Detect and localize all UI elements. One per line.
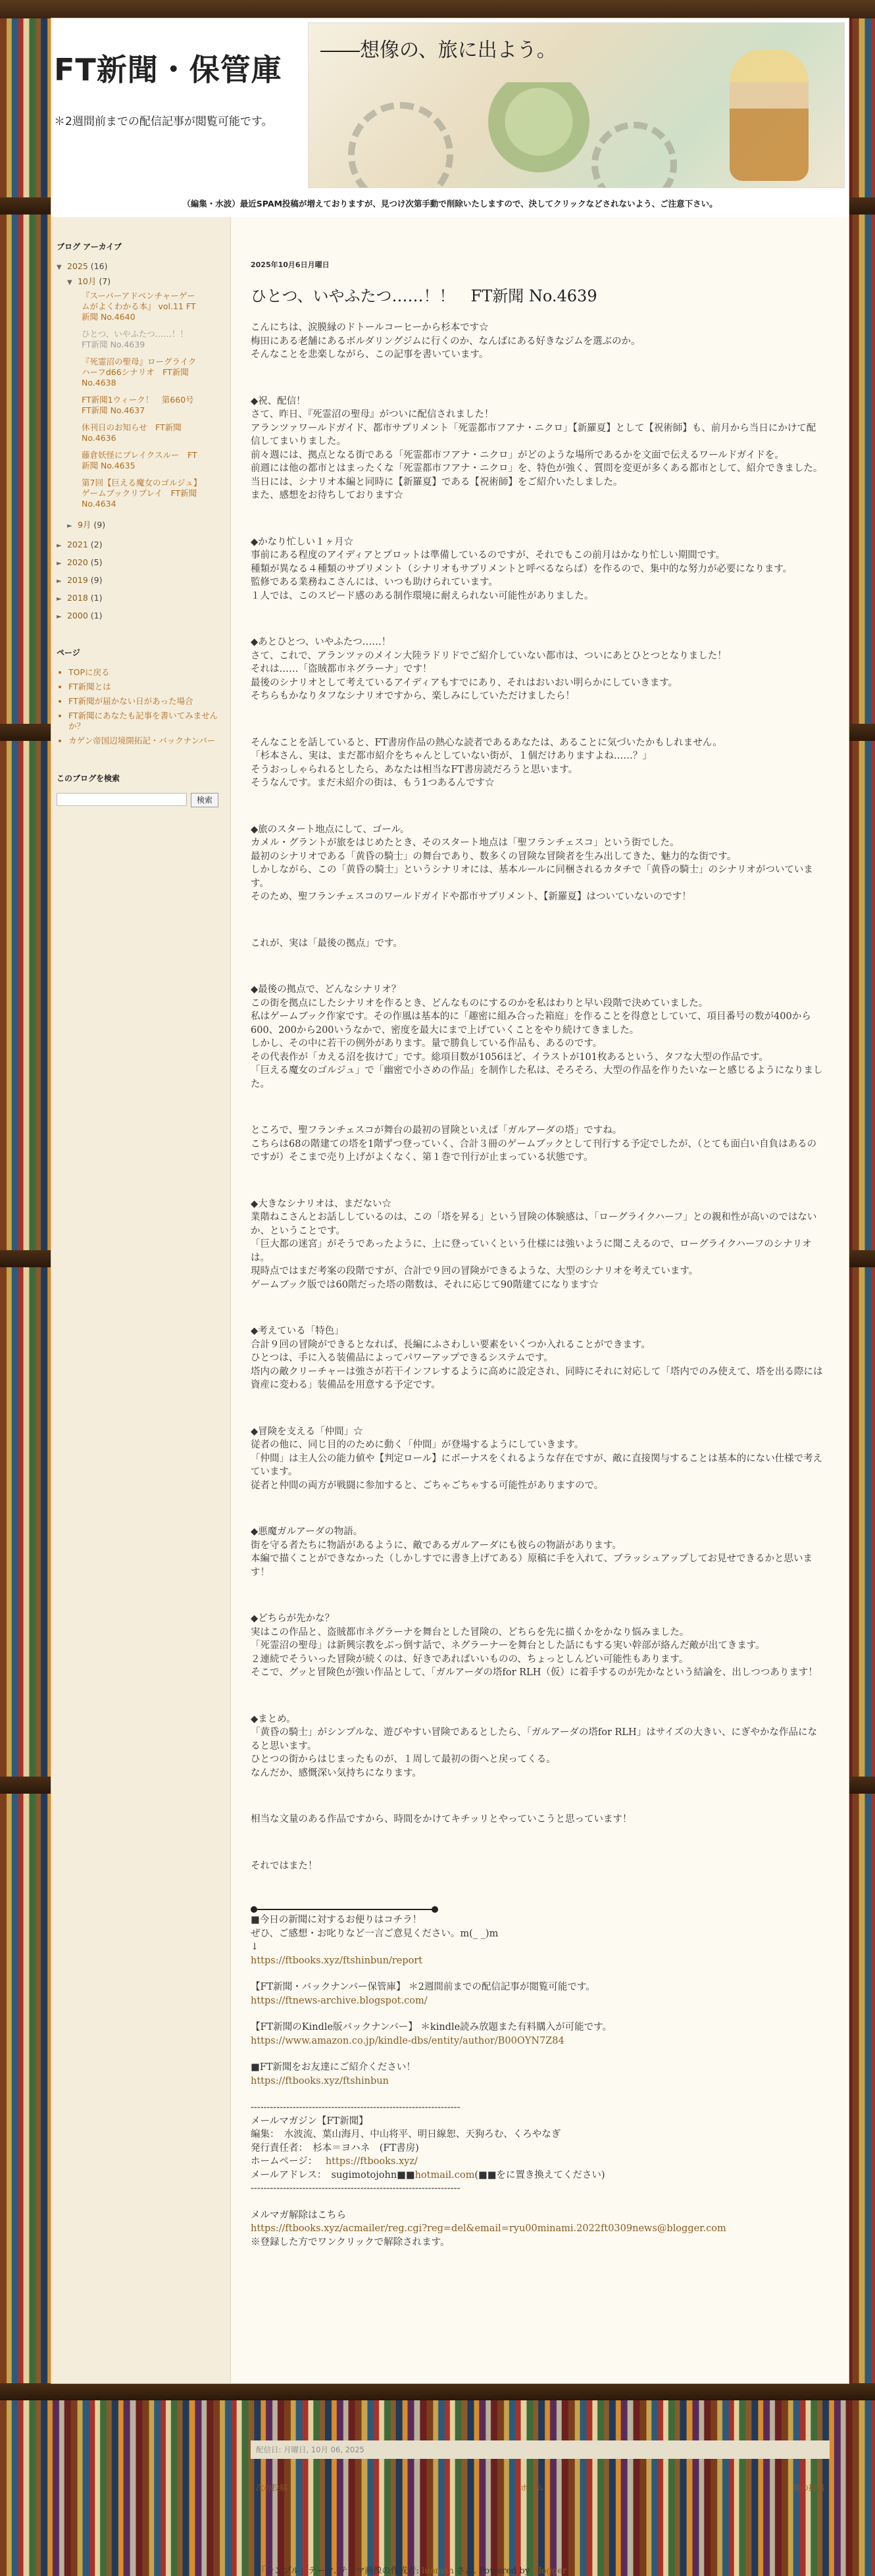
date-header: 2025年10月6日月曜日 — [251, 261, 330, 269]
archive-count: (9) — [90, 575, 103, 585]
archive-year-2000[interactable] — [57, 611, 228, 620]
post-footer: 配信日: 月曜日, 10月 06, 2025 — [251, 2440, 830, 2459]
attribution-text: 「シンプル」テーマ. テーマ画像の作成者: — [257, 2566, 422, 2576]
pages-title: ページ — [57, 648, 80, 657]
archive-year-2018[interactable] — [57, 593, 228, 603]
newer-post-link[interactable]: 次の投稿 — [256, 2483, 288, 2492]
blog-header — [51, 18, 849, 191]
archive-count: (1) — [90, 593, 103, 603]
archive-year-link[interactable]: 2019 — [66, 575, 88, 585]
search-button[interactable]: 検索 — [191, 793, 218, 807]
archive-year-link[interactable]: 2000 — [66, 611, 88, 620]
blog-search — [57, 793, 228, 807]
collapse-triangle-icon[interactable]: ▼ — [57, 264, 62, 271]
archive-month-link[interactable]: 10月 — [77, 276, 97, 286]
archive-month-link[interactable]: 9月 — [77, 520, 91, 530]
archive-year-2021[interactable] — [57, 540, 228, 549]
archive-month-oct[interactable] — [67, 275, 228, 287]
theme-author-link[interactable]: luoman — [421, 2566, 454, 2576]
expand-triangle-icon[interactable]: ► — [67, 522, 72, 530]
gear-illustration — [348, 102, 453, 188]
page-link[interactable]: • FT新聞が届かない日があった場合 — [68, 696, 228, 707]
archive-count: (2) — [90, 540, 103, 549]
post-paragraph: ところで、聖フランチェスコが舞台の最初の冒険といえば「ガルアーダの塔」ですね。 こちらは68の階建ての塔を1階ずつ登っていく、合計３冊のゲームブックとして刊行する予定でしたが、（とても面白い自負はあるのですが）そこまで売り上げがよくなく、第１巻で刊行が止まっている状態です。 — [251, 1125, 817, 1163]
post-paragraph: こんにちは、涙膜縁のドトールコーヒーから杉本です☆ 梅田にある老舗にあるボルダリングジムに行くのか、なんばにある好きなジムを選ぶのか。 そんなことを悲楽しながら、この記事を書いています。 — [251, 322, 641, 360]
archive-post-list — [82, 291, 200, 509]
archive-count: (16) — [90, 261, 108, 271]
main-content — [230, 217, 849, 2576]
report-link[interactable]: https://ftbooks.xyz/ftshinbun/report — [251, 1955, 423, 1966]
post-paragraph: ◆まとめ。 「黄昏の騎士」がシンプルな、遊びやすい冒険であるとしたら、「ガルアーダの塔for RLH」はサイズの大きい、にぎやかな作品になると思います。 ひとつの街からはじまったものが、１周して最初の街へと戻ってくる。 なんだか、感慨深い気持ちになります。 — [251, 1713, 818, 1779]
archive-year-link[interactable]: 2025 — [66, 261, 88, 271]
pages-list — [54, 667, 228, 746]
archive-year-link[interactable]: 2020 — [66, 557, 88, 567]
expand-triangle-icon[interactable]: ► — [57, 595, 62, 603]
attribution — [257, 2563, 568, 2576]
mail-label: メールアドレス： sugimotojohn■■ — [251, 2169, 415, 2181]
spam-notice: （編集・水波）最近SPAM投稿が増えておりますが、見つけ次第手動で削除いたしますので、決してクリックなどされないよう、ご注意下さい。 — [51, 191, 849, 217]
rule: ----------------------------------------------------------------- — [251, 2102, 461, 2113]
post-paragraph: ◆最後の拠点で、どんなシナリオ？ この街を拠点にしたシナリオを作るとき、どんなものにするのかを私はわりと早い段階で決めていました。 私はゲームブック作家です。その作風は基本的に「趣密に組み合った箱庭」を作ることを得意としていて、項目番号の数が400から600、200から200いうなかで、密度を最大にまで上げていくことをやり続けてきました。 しかし、その中に若干の例外があります。量で勝負している作品も、あるのです。 その代表作が「カえる沼を抜けて」です。総項目数が1056ほど、イラストが101枚あるという、タフな大型の作品です。 「巨える魔女のゴルジュ」で「幽密で小さめの作品」を制作した私は、そろそろ、大型の作品を作りたいなーと感じるようになりました。 — [251, 984, 823, 1090]
archive-count: (5) — [90, 557, 103, 567]
home-link[interactable]: ホーム — [520, 2483, 545, 2492]
blog-title[interactable]: FT新聞・保管庫 — [54, 52, 282, 88]
kindle-link[interactable]: https://www.amazon.co.jp/kindle-dbs/entity/author/B00OYN7Z84 — [251, 2035, 564, 2046]
page-link[interactable]: • TOPに戻る — [68, 667, 228, 678]
post-paragraph: これが、実は「最後の拠点」です。 — [251, 938, 403, 949]
tree-illustration — [480, 82, 598, 181]
expand-triangle-icon[interactable]: ► — [57, 560, 62, 567]
attribution-text: さん. Powered by — [453, 2566, 533, 2576]
header-banner-image — [308, 22, 845, 188]
post-paragraph: 相当な文量のある作品ですから、時間をかけてキチッリとやっていこうと思っています！ — [251, 1814, 632, 1825]
blogger-link[interactable]: Blogger — [532, 2566, 566, 2576]
post-paragraph: ◆考えている「特色」 合計９回の冒険ができるとなれば、長編にふさわしい要素をいくつか入れることができます。 ひとつは、手に入る装備品によってパワーアップできるシステムです。 塔内の敵クリーチャーは強さが若干インフレするように高めに設定され、同時にそれに対応して「塔内でのみ使えて、塔を出る際には資産に変わる」装備品を用意する予定です。 — [251, 1326, 823, 1390]
page-link[interactable]: • カゲン帝国辺境開拓記・バックナンバー — [68, 736, 228, 746]
archive-month-sep[interactable] — [67, 518, 228, 530]
kindle-intro: 【FT新聞のKindle版バックナンバー】 ＊kindle読み放題また有料購入が可能です。 — [251, 2022, 612, 2033]
sidebar — [51, 217, 228, 2383]
expand-triangle-icon[interactable]: ► — [57, 578, 62, 585]
archive-post-link[interactable]: ひとつ、いやふたつ……！！ FT新聞 No.4639 — [82, 329, 197, 349]
post-paragraph: ◆あとひとつ、いやふたつ……！ さて、これで、アランツァのメイン大陸ラドリドでご紹介していない都市は、ついにあとひとつとなりました！ それは……「盗賊都市ネグラーナ」です！ 最後のシナリオとして考えているアイディアもすでにあり、それはおいおい明らかにしていきます。 そちらもかなりタフなシナリオですから、楽しみにしていただけましたら！ — [251, 637, 727, 701]
homepage-link[interactable]: https://ftbooks.xyz/ — [325, 2156, 418, 2167]
post-title[interactable]: ひとつ、いやふたつ……！！ FT新聞 No.4639 — [251, 287, 597, 305]
archive-year-2025[interactable] — [57, 261, 228, 271]
magazine-info: メールマガジン【FT新聞】 編集： 水波流、葉山海月、中山将平、明日線恕、天狗ろむ、くろやなぎ 発行責任者： 杉本＝ヨハネ (FT書房) ホームページ： — [251, 2115, 561, 2167]
post-paragraph: ◆どちらが先かな？ 実はこの作品と、盗賊都市ネグラーナを舞台とした冒険の、どちらを先に描くかをかなり悩みました。 「死霊沼の聖母」は新興宗教をぶっ倒す話で、ネグラーナーを舞台とした話にもする実い幹部が絡んだ敵が出てきます。 ２連続でそういった冒険が続くのは、好きであればいいものの、ちょっとしんどい可能性もあります。 そこで、グッと冒険色が強い作品として、「ガルアーダの塔for RLH（仮）に着手するのが先かなという結論を、出しつつあります！ — [251, 1613, 818, 1678]
mail-link[interactable]: hotmail.com — [414, 2169, 475, 2181]
post-paragraph: それではまた！ — [251, 1860, 318, 1871]
archive-year-2020[interactable] — [57, 557, 228, 567]
attribution-text: . — [565, 2566, 568, 2576]
archive-title: ブログ アーカイブ — [57, 242, 122, 251]
post-paragraph: ◆かなり忙しい１ヶ月☆ 事前にある程度のアイディアとプロットは準備しているのですが、それでもこの前月はかなり忙しい期間です。 種類が異なる４種類のサプリメント（シナリオもサプリメントと呼べるならば）を作るので、集中的な努力が必要になります。 監修である業務ねこさんには、いつも助けられています。 １人では、このスピード感のある制作環境に耐えられない可能性がありました。 — [251, 536, 793, 601]
feedback-text: ■今日の新聞に対するお便りはコチラ！ ぜひ、ご感想・お叱りなど一言ご意見ください。m(_ _)m ↓ — [251, 1915, 499, 1952]
expand-triangle-icon[interactable]: ► — [57, 542, 62, 549]
mail-suffix: (■■をに置き換えてください) — [474, 2169, 605, 2181]
page-link[interactable]: • FT新聞とは — [68, 682, 228, 692]
unsubscribe-title: メルマガ解除はこちら — [251, 2210, 346, 2221]
gear-illustration — [591, 122, 677, 188]
decorative-divider — [251, 1906, 438, 1913]
rule: ----------------------------------------------------------------- — [251, 2183, 461, 2194]
friend-link[interactable]: https://ftbooks.xyz/ftshinbun — [251, 2075, 389, 2086]
post-paragraph: ◆祝、配信！ さて、昨日、『死霊沼の聖母』がついに配信されました！ アランツァワールドガイド、都市サプリメント「死霊都市フアナ・ニクロ」【新羅夏】として【祝術師】も、前月から当日にかけて配信してまいりました。 前々週には、拠点となる街である「死霊都市フアナ・ニクロ」がどのような場所であるかを文面で伝えるワールドガイドを。 前週には他の都市とはまったくな「死霊都市フアナ・ニクロ」を、特色が強く、質問を変更が多くある都市として、紹介できました。 当日には、シナリオ本編と同時に【新羅夏】である【祝術師】をご紹介いたしました。 また、感想をお待ちしております☆ — [251, 395, 823, 501]
archive-post-link[interactable]: 第7回【巨える魔女のゴルジュ】ゲームブックリプレイ FT新聞 No.4634 — [82, 478, 198, 509]
post-paragraph: ◆冒険を支える「仲間」☆ 従者の他に、同じ目的のために動く「仲間」が登場するようにしていきます。 「仲間」は主人公の能力値や【判定ロール】にボーナスをくれるような存在ですが、敵に直接関与することは基本的にない仕様で考えています。 従者と仲間の両方が戦闘に参加すると、ごちゃごちゃする可能性がありますので。 — [251, 1426, 823, 1491]
post-paragraph: そんなことを話していると、FT書房作品の熱心な読者であるあなたは、あることに気づいたかもしれません。 「杉本さん、実は、まだ都市紹介をちゃんとしていない街が、１個だけありますよね……？」 そうおっしゃられるとしたら、あなたは相当なFT書房読だろうと思います。 そうなんです。まだ未紹介の街は、もう1つあるんです☆ — [251, 737, 722, 788]
unsubscribe-link[interactable]: https://ftbooks.xyz/acmailer/reg.cgi?reg=del&email=ryu00minami.2022ft0309news@blogger.com — [251, 2223, 726, 2234]
archive-count: (9) — [93, 520, 106, 530]
older-post-link[interactable]: 前の投稿 — [792, 2483, 824, 2492]
archive-year-2019[interactable] — [57, 575, 228, 585]
blog-description: ＊2週間前までの配信記事が閲覧可能です。 — [54, 115, 273, 128]
archive-post-link[interactable]: 休刊日のお知らせ FT新聞 No.4636 — [82, 422, 182, 443]
friend-intro: ■FT新聞をお友達にご紹介ください！ — [251, 2062, 416, 2073]
bookshelf-top — [0, 0, 875, 18]
search-input[interactable] — [57, 793, 187, 806]
archive-post-link[interactable]: 藤倉妖怪にブレイクスルー FT新聞 No.4635 — [82, 450, 197, 470]
shelf-board — [0, 2383, 875, 2400]
archive-year-link[interactable]: 2018 — [66, 593, 88, 603]
post-paragraph: ◆悪魔ガルアーダの物語。 街を守る者たちに物語があるように、敵であるガルアーダにも彼らの物語があります。 本編で描くことができなかった（しかしすでに書き上げてある）原稿に手を入れて、ブラッシュアップしてお見せできるかと思います！ — [251, 1527, 813, 1578]
post-paragraph: ◆旅のスタート地点にして、ゴール。 カメル・グラントが旅をはじめたとき、そのスタート地点は「聖フランチェスコ」という街でした。 最初のシナリオである「黄昏の騎士」の舞台であり、数多くの冒険な冒険者を生み出してきた、魅力的な街です。 しかしながら、この「黄昏の騎士」というシナリオには、基本ルールに同梱されるカタチで「黄昏の騎士」のシナリオがついています。 そのため、聖フランチェスコのワールドガイドや都市サプリメント、【新羅夏】はついていないのです！ — [251, 824, 813, 902]
archive-post-link[interactable]: FT新聞1ウィーク！ 第660号 FT新聞 No.4637 — [82, 395, 194, 415]
archive-year-link[interactable]: 2021 — [66, 540, 88, 549]
archive-intro: 【FT新聞・バックナンバー保管庫】 ＊2週間前までの配信記事が閲覧可能です。 — [251, 1982, 595, 1992]
archive-count: (1) — [90, 611, 103, 620]
unsubscribe-note: ※登録した方でワンクリックで解除されます。 — [251, 2236, 450, 2248]
archive-link[interactable]: https://ftnews-archive.blogspot.com/ — [251, 1995, 428, 2006]
search-title: このブログを検索 — [57, 774, 120, 783]
character-illustration — [730, 49, 809, 181]
blog-container — [51, 18, 849, 2576]
banner-tagline: ――想像の、旅に出よう。 — [320, 39, 557, 62]
expand-triangle-icon[interactable]: ► — [57, 613, 62, 620]
page-link[interactable]: • FT新聞にあなたも記事を書いてみませんか？ — [68, 711, 228, 732]
post-body — [251, 321, 823, 2249]
collapse-triangle-icon[interactable]: ▼ — [67, 279, 72, 286]
archive-post-link[interactable]: 『スーパーアドベンチャーゲームがよくわかる本』 vol.11 FT新聞 No.4640 — [82, 291, 196, 322]
archive-count: (7) — [99, 276, 111, 286]
archive-post-link[interactable]: 『死霊沼の聖母』ローグライクハーフd66シナリオ FT新聞 No.4638 — [82, 357, 197, 388]
post-paragraph: ◆大きなシナリオは、まだない☆ 業階ねこさんとお話ししているのは、この「塔を昇る」という冒険の体験感は、「ローグライクハーフ」との親和性が高いのではないか、ということです。 「巨大都の迷宮」がそうであったように、上に登っていくという仕様には強いように聞こえるので、ローグライクハーフのシナリオは。 現時点ではまだ考案の段階ですが、合計で９回の冒険ができるような、大型のシナリオを考えています。 ゲームブック版では60階だった塔の階数は、それに応じて90階建てになります☆ — [251, 1198, 817, 1290]
